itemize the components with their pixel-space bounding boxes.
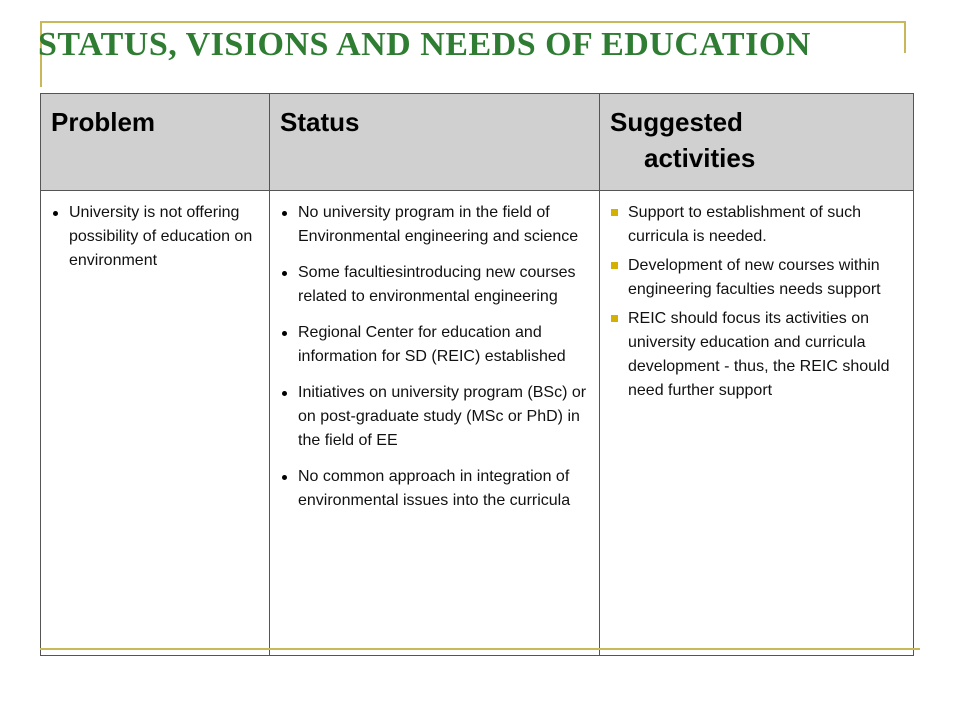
list-item: No common approach in integration of environmental issues into the curricula [278, 465, 591, 513]
frame-bottom-line [40, 648, 920, 650]
header-problem [41, 94, 270, 191]
status-list [278, 201, 591, 513]
list-item: Development of new courses within engineering faculties needs support [608, 254, 905, 302]
list-item: Regional Center for education and information for SD (REIC) established [278, 321, 591, 369]
list-item: Support to establishment of such curricula is needed. [608, 201, 905, 249]
status-cell [270, 191, 600, 656]
frame-top-line [40, 21, 906, 23]
problem-cell [41, 191, 270, 656]
list-item: Some facultiesintroducing new courses related to environmental engineering [278, 261, 591, 309]
education-table [40, 93, 914, 656]
list-item: No university program in the field of Environmental engineering and science [278, 201, 591, 249]
header-status-text: Status [280, 107, 360, 137]
header-suggested-line1: Suggested [610, 107, 743, 137]
activities-cell [600, 191, 914, 656]
problem-list [49, 201, 261, 273]
header-status [270, 94, 600, 191]
header-suggested-activities [600, 94, 914, 191]
header-row [41, 94, 914, 191]
body-row [41, 191, 914, 656]
header-problem-text: Problem [51, 107, 156, 137]
list-item: Initiatives on university program (BSc) or on post-graduate study (MSc or PhD) in the field of EE [278, 381, 591, 453]
activities-list [608, 201, 905, 403]
slide-title: STATUS, VISIONS AND NEEDS OF EDUCATION [38, 26, 811, 63]
frame-right-line [904, 21, 906, 53]
header-suggested-line2: activities [644, 143, 756, 173]
list-item: University is not offering possibility of education on environment [49, 201, 261, 273]
list-item: REIC should focus its activities on university education and curricula development - thus, the REIC should need further support [608, 307, 905, 403]
